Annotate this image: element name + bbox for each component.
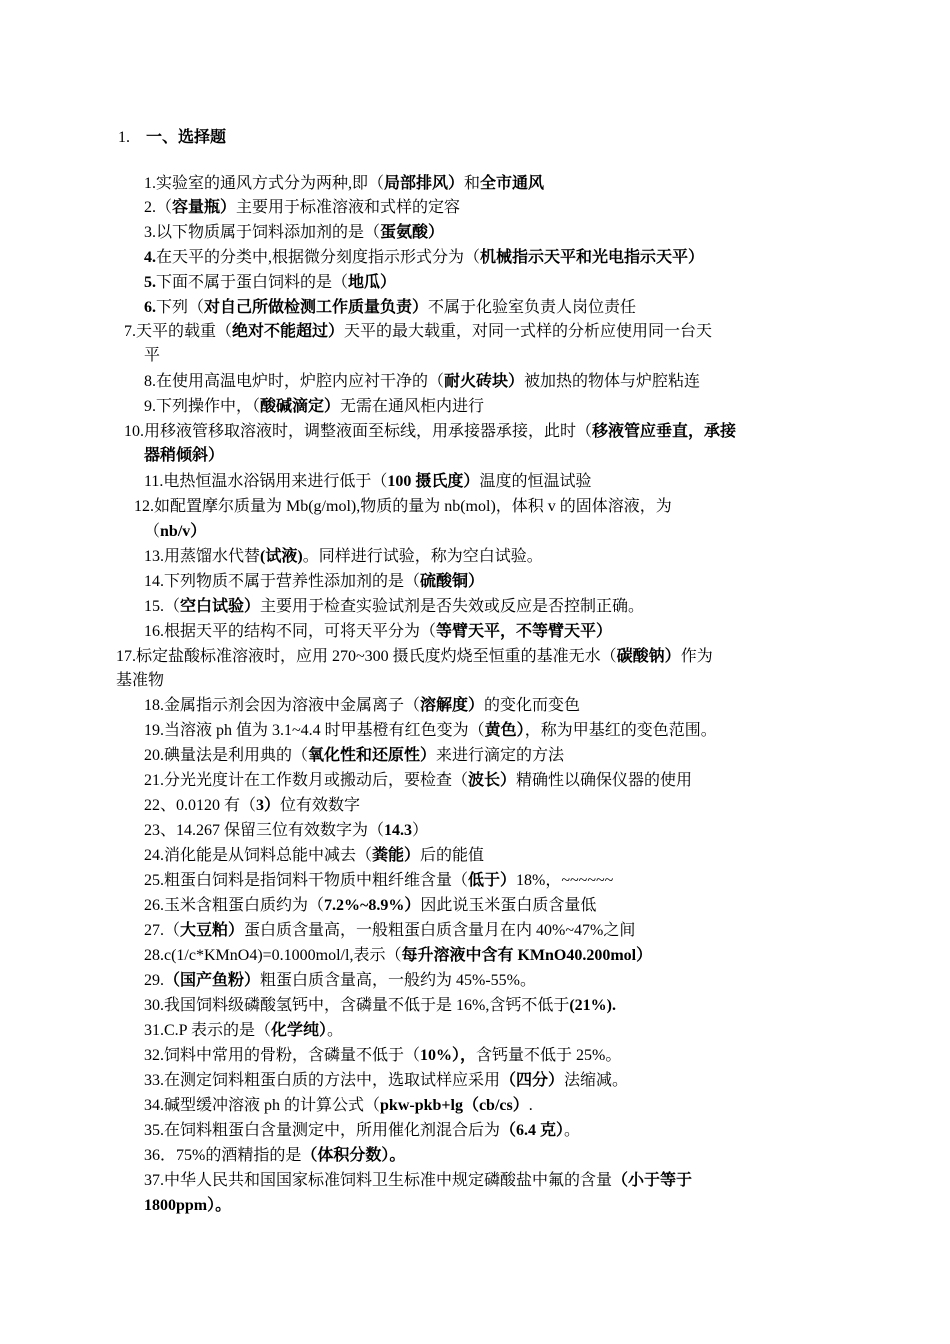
answer-text: 每升溶液中含有 KMnO40.200mol） <box>401 947 653 964</box>
question-text: 9.下列操作中，（ <box>144 398 261 415</box>
question-number: 6. <box>144 299 156 316</box>
question-text: 17.标定盐酸标准溶液时，应用 270~300 摄氏度灼烧至恒重的基准无水（ <box>116 648 617 665</box>
question-19 <box>144 719 717 743</box>
question-text: 12.如配置摩尔质量为 Mb(g/mol),物质的量为 nb(mol)，体积 v 的固体溶液，为 <box>134 498 672 515</box>
question-text: 来进行滴定的方法 <box>436 747 565 764</box>
question-text: 下面不属于蛋白饲料的是（ <box>156 274 349 291</box>
question-12-continued <box>144 520 206 544</box>
answer-text: 大豆粕） <box>180 922 245 939</box>
answer-text: 酸碱滴定） <box>260 398 341 415</box>
answer-text: 容量瓶） <box>172 199 237 216</box>
question-text: 和 <box>464 175 481 192</box>
question-17 <box>116 645 713 669</box>
answer-text: 溶解度） <box>420 697 485 714</box>
answer-text: 10%）， <box>420 1047 477 1064</box>
question-text: 18.金属指示剂会因为溶液中金属离子（ <box>144 697 421 714</box>
question-36 <box>144 1144 405 1168</box>
answer-text: 低于） <box>468 872 517 889</box>
question-10-continued <box>144 444 224 468</box>
question-25 <box>144 869 613 893</box>
question-text: 位有效数字 <box>280 797 361 814</box>
question-text: 32.饲料中常用的骨粉，含磷量不低于（ <box>144 1047 421 1064</box>
question-text: 24.消化能是从饲料总能中减去（ <box>144 847 373 864</box>
answer-text: (试液) <box>260 548 303 565</box>
question-text: 7.天平的载重（ <box>124 323 233 340</box>
question-13 <box>144 545 543 569</box>
question-text: 3.以下物质属于饲料添加剂的是（ <box>144 224 381 241</box>
question-text: 14.下列物质不属于营养性添加剂的是（ <box>144 573 421 590</box>
question-text: 基准物 <box>116 672 165 689</box>
question-22 <box>144 794 360 818</box>
answer-text: （国产鱼粉） <box>164 972 261 989</box>
question-text: 18%，~~~~~~ <box>516 872 614 889</box>
answer-text: （体积分数）。 <box>301 1147 406 1164</box>
question-text: 35.在饲料粗蛋白含量测定中，所用催化剂混合后为 <box>144 1122 501 1139</box>
answer-text: 14.3 <box>384 822 413 839</box>
question-text: 36．75%的酒精指的是 <box>144 1147 302 1164</box>
question-20 <box>144 744 564 768</box>
question-text: 天平的最大载重，对同一式样的分析应使用同一台天 <box>344 323 713 340</box>
question-text: 13.用蒸馏水代替 <box>144 548 261 565</box>
answer-text: 粪能） <box>372 847 421 864</box>
question-14 <box>144 570 484 594</box>
answer-text: (21%). <box>569 997 616 1014</box>
answer-text: 耐火砖块） <box>444 373 525 390</box>
question-35 <box>144 1119 580 1143</box>
question-9 <box>144 395 484 419</box>
question-26 <box>144 894 596 918</box>
question-28 <box>144 944 652 968</box>
answer-text: 化学纯） <box>270 1022 327 1039</box>
section-heading <box>118 126 226 150</box>
question-text: 15.（ <box>144 598 181 615</box>
question-text: ） <box>412 822 429 839</box>
question-text: 被加热的物体与炉腔粘连 <box>524 373 701 390</box>
question-text: 主要用于标准溶液和式样的定容 <box>236 199 461 216</box>
question-text: 法缩减。 <box>564 1072 629 1089</box>
answer-text: 全市通风 <box>480 175 545 192</box>
answer-text: 3） <box>256 797 281 814</box>
question-text: 粗蛋白质含量高，一般约为 45%-55%。 <box>260 972 537 989</box>
question-21 <box>144 769 692 793</box>
question-7-continued <box>144 344 160 368</box>
question-31 <box>144 1019 343 1043</box>
question-3 <box>144 221 444 245</box>
question-text: 温度的恒温试验 <box>479 473 592 490</box>
question-37 <box>144 1169 692 1193</box>
answer-text: （6.4 克） <box>500 1122 565 1139</box>
answer-text: 氧化性和还原性） <box>308 747 437 764</box>
answer-text: 绝对不能超过） <box>232 323 345 340</box>
question-6 <box>144 296 636 320</box>
question-text: 精确性以确保仪器的使用 <box>516 772 693 789</box>
question-text: 11.电热恒温水浴锅用来进行低于（ <box>144 473 388 490</box>
question-text: 19.当溶液 ph 值为 3.1~4.4 时甲基橙有红色变为（ <box>144 722 485 739</box>
answer-text: 空白试验） <box>180 598 261 615</box>
answer-text: 蛋氨酸） <box>380 224 445 241</box>
question-text: 在天平的分类中,根据微分刻度指示形式分为（ <box>156 249 481 266</box>
question-text: 。 <box>564 1122 581 1139</box>
question-text: 34.碱型缓冲溶液 ph 的计算公式（ <box>144 1097 381 1114</box>
question-text: 27.（ <box>144 922 181 939</box>
question-23 <box>144 819 428 843</box>
question-12 <box>134 495 672 519</box>
question-number: 4. <box>144 249 156 266</box>
question-text: 28.c(1/c*KMnO4)=0.1000mol/l,表示（ <box>144 947 402 964</box>
question-text: 作为 <box>680 648 713 665</box>
question-text: 33.在测定饲料粗蛋白质的方法中，选取试样应采用 <box>144 1072 501 1089</box>
question-text: . <box>528 1097 533 1114</box>
question-text: 21.分光光度计在工作数月或搬动后，要检查（ <box>144 772 469 789</box>
question-text: 20.碘量法是利用典的（ <box>144 747 309 764</box>
question-text: 37.中华人民共和国国家标准饲料卫生标准中规定磷酸盐中氟的含量 <box>144 1172 613 1189</box>
question-text: 无需在通风柜内进行 <box>340 398 485 415</box>
question-34 <box>144 1094 533 1118</box>
question-text: 8.在使用高温电炉时，炉腔内应衬干净的（ <box>144 373 445 390</box>
answer-text: 地瓜） <box>348 274 397 291</box>
question-10 <box>124 420 736 444</box>
answer-text: 器稍倾斜） <box>144 447 225 464</box>
answer-text: 机械指示天平和光电指示天平） <box>480 249 705 266</box>
question-text: 29. <box>144 972 164 989</box>
answer-text: 移液管应垂直，承接 <box>592 423 737 440</box>
question-text: 2.（ <box>144 199 173 216</box>
question-text: 22、0.0120 有（ <box>144 797 257 814</box>
question-text: 蛋白质含量高，一般粗蛋白质含量月在内 40%~47%之间 <box>244 922 636 939</box>
question-text: 25.粗蛋白饲料是指饲料干物质中粗纤维含量（ <box>144 872 469 889</box>
heading-number: 1. <box>118 129 130 146</box>
answer-text: 碳酸钠） <box>616 648 681 665</box>
question-1 <box>144 172 544 196</box>
answer-text: （小于等于 <box>612 1172 693 1189</box>
answer-text: 7.2%~8.9%） <box>324 897 421 914</box>
question-text: 下列（ <box>156 299 205 316</box>
question-text: 不属于化验室负责人岗位责任 <box>428 299 637 316</box>
question-4 <box>144 246 704 270</box>
question-29 <box>144 969 536 993</box>
question-2 <box>144 196 460 220</box>
answer-text: 1800ppm）。 <box>144 1197 232 1214</box>
answer-text: 对自己所做检测工作质量负责） <box>204 299 429 316</box>
question-32 <box>144 1044 621 1068</box>
question-37-continued <box>144 1194 231 1218</box>
question-text: 。同样进行试验，称为空白试验。 <box>302 548 543 565</box>
question-18 <box>144 694 580 718</box>
question-text: ，称为甲基红的变色范围。 <box>524 722 717 739</box>
question-text: （ <box>144 523 161 540</box>
question-30 <box>144 994 616 1018</box>
question-16 <box>144 620 612 644</box>
question-8 <box>144 370 700 394</box>
question-15 <box>144 595 644 619</box>
question-text: 31.C.P 表示的是（ <box>144 1022 271 1039</box>
question-text: 主要用于检查实验试剂是否失效或反应是否控制正确。 <box>260 598 645 615</box>
answer-text: nb/v） <box>160 523 207 540</box>
question-text: 16.根据天平的结构不同，可将天平分为（ <box>144 623 437 640</box>
answer-text: 黄色） <box>484 722 525 739</box>
question-number: 5. <box>144 274 156 291</box>
answer-text: 等臂天平，不等臂天平） <box>436 623 613 640</box>
question-27 <box>144 919 635 943</box>
question-text: 30.我国饲料级磷酸氢钙中，含磷量不低于是 16%,含钙不低于 <box>144 997 570 1014</box>
question-text: 后的能值 <box>420 847 485 864</box>
answer-text: pkw-pkb+lg（cb/cs） <box>380 1097 529 1114</box>
question-text: 含钙量不低于 25%。 <box>476 1047 622 1064</box>
answer-text: 局部排风） <box>384 175 465 192</box>
question-text: 。 <box>327 1022 344 1039</box>
question-text: 10.用移液管移取溶液时，调整液面至标线，用承接器承接，此时（ <box>124 423 593 440</box>
question-7 <box>124 320 712 344</box>
question-text: 的变化而变色 <box>484 697 581 714</box>
question-33 <box>144 1069 628 1093</box>
answer-text: 100 摄氏度） <box>387 473 480 490</box>
question-11 <box>144 470 591 494</box>
question-text: 26.玉米含粗蛋白质约为（ <box>144 897 325 914</box>
question-24 <box>144 844 484 868</box>
question-text: 23、14.267 保留三位有效数字为（ <box>144 822 385 839</box>
answer-text: 硫酸铜） <box>420 573 485 590</box>
question-text: 1.实验室的通风方式分为两种,即（ <box>144 175 385 192</box>
answer-text: 波长） <box>468 772 517 789</box>
answer-text: （四分） <box>500 1072 565 1089</box>
heading-title: 一、选择题 <box>146 129 227 146</box>
question-text: 因此说玉米蛋白质含量低 <box>420 897 597 914</box>
question-text: 平 <box>144 347 161 364</box>
question-17-continued <box>116 669 164 693</box>
question-5 <box>144 271 396 295</box>
